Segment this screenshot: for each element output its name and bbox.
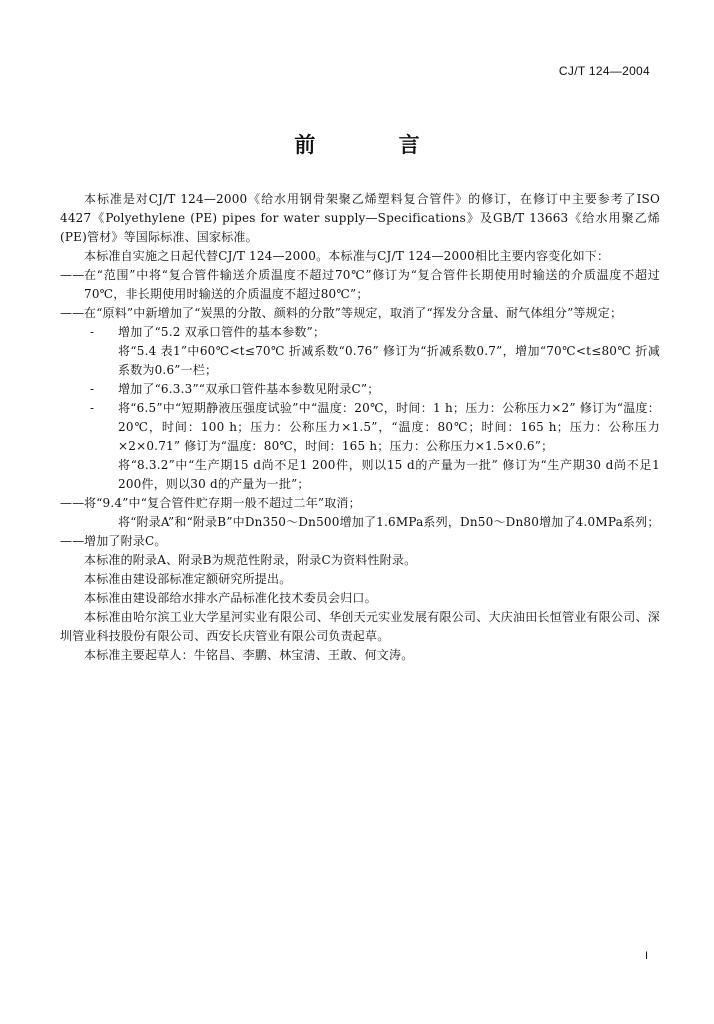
dash-marker — [60, 513, 118, 532]
change-text: 在“原料”中新增加了“炭黑的分散、颜料的分散”等规定，取消了“挥发分含量、耐气体组分”等规定； — [84, 306, 623, 320]
page-title: 前 言 — [294, 133, 458, 157]
change-text: 将“8.3.2”中“生产期15 d尚不足1 200件，则以15 d的产量为一批” 修订为“生产期30 d尚不足1 200件，则以30 d的产量为一批”； — [118, 458, 660, 491]
dash-marker: - — [90, 382, 95, 396]
change-item — [60, 399, 660, 456]
dash-marker — [60, 342, 118, 380]
dash-marker: —— — [60, 306, 85, 320]
change-item — [60, 494, 660, 513]
change-text: 将“5.4 表1”中60℃<t≤70℃ 折减系数“0.76” 修订为“折减系数0.7”，增加“70℃<t≤80℃ 折减系数为0.6”一栏； — [118, 344, 660, 377]
dash-marker: - — [90, 401, 95, 415]
change-item — [60, 513, 660, 532]
change-item — [60, 342, 660, 380]
change-text: 将“9.4”中“复合管件贮存期一般不超过二年”取消； — [84, 496, 361, 510]
dash-marker — [60, 456, 118, 494]
change-text: 将“附录A”和“附录B”中Dn350～Dn500增加了1.6MPa系列，Dn50～Dn80增加了4.0MPa系列； — [118, 515, 660, 529]
dash-marker: —— — [60, 268, 85, 282]
paragraph-drafters: 本标准主要起草人：牛铭昌、李鹏、林宝清、王敢、何文涛。 — [84, 648, 414, 662]
preface-body — [60, 190, 660, 665]
change-item — [60, 304, 660, 323]
dash-marker: - — [90, 325, 95, 339]
paragraph-appendix: 本标准的附录A、附录B为规范性附录，附录C为资料性附录。 — [84, 553, 417, 567]
change-item — [60, 532, 660, 551]
paragraph-committee: 本标准由建设部给水排水产品标准化技术委员会归口。 — [84, 591, 377, 605]
change-item — [60, 380, 660, 399]
change-text: 将“6.5”中“短期静液压强度试验”中“温度：20℃，时间：1 h；压力：公称压力×2” 修订为“温度：20℃，时间：100 h；压力：公称压力×1.5”，“温度：80℃；时间：165 h；压力：公称压力×2×0.71” 修订为“温度：80℃，时间：165 h；压力：公称压力×1.5×0.6”； — [118, 401, 660, 453]
change-item — [60, 266, 660, 304]
paragraph-proposer: 本标准由建设部标准定额研究所提出。 — [84, 572, 292, 586]
change-item — [60, 456, 660, 494]
page-number: I — [644, 950, 648, 962]
change-text: 增加了“6.3.3”“双承口管件基本参数见附录C”； — [118, 382, 380, 396]
change-text: 增加了附录C。 — [84, 534, 167, 548]
change-text: 增加了“5.2 双承口管件的基本参数”； — [118, 325, 326, 339]
paragraph-replacement: 本标准自实施之日起代替CJ/T 124—2000。本标准与CJ/T 124—2000相比主要内容变化如下： — [84, 249, 610, 263]
paragraph-drafting-units: 本标准由哈尔滨工业大学星河实业有限公司、华创天元实业发展有限公司、大庆油田长恒管业有限公司、深圳管业科技股份有限公司、西安长庆管业有限公司负责起草。 — [60, 610, 660, 643]
change-item — [60, 323, 660, 342]
dash-marker: —— — [60, 534, 85, 548]
change-text: 在“范围”中将“复合管件输送介质温度不超过70℃”修订为“复合管件长期使用时输送的介质温度不超过70℃，非长期使用时输送的介质温度不超过80℃”； — [84, 268, 660, 301]
paragraph-intro: 本标准是对CJ/T 124—2000《给水用钢骨架聚乙烯塑料复合管件》的修订，在修订中主要参考了ISO 4427《Polyethylene (PE) pipes for water supply—Specifications》及GB/T 13663《给水用聚乙烯(PE)管材》等国际标准、国家标准。 — [60, 192, 660, 244]
dash-marker: —— — [60, 496, 85, 510]
standard-code: CJ/T 124—2004 — [558, 64, 650, 78]
